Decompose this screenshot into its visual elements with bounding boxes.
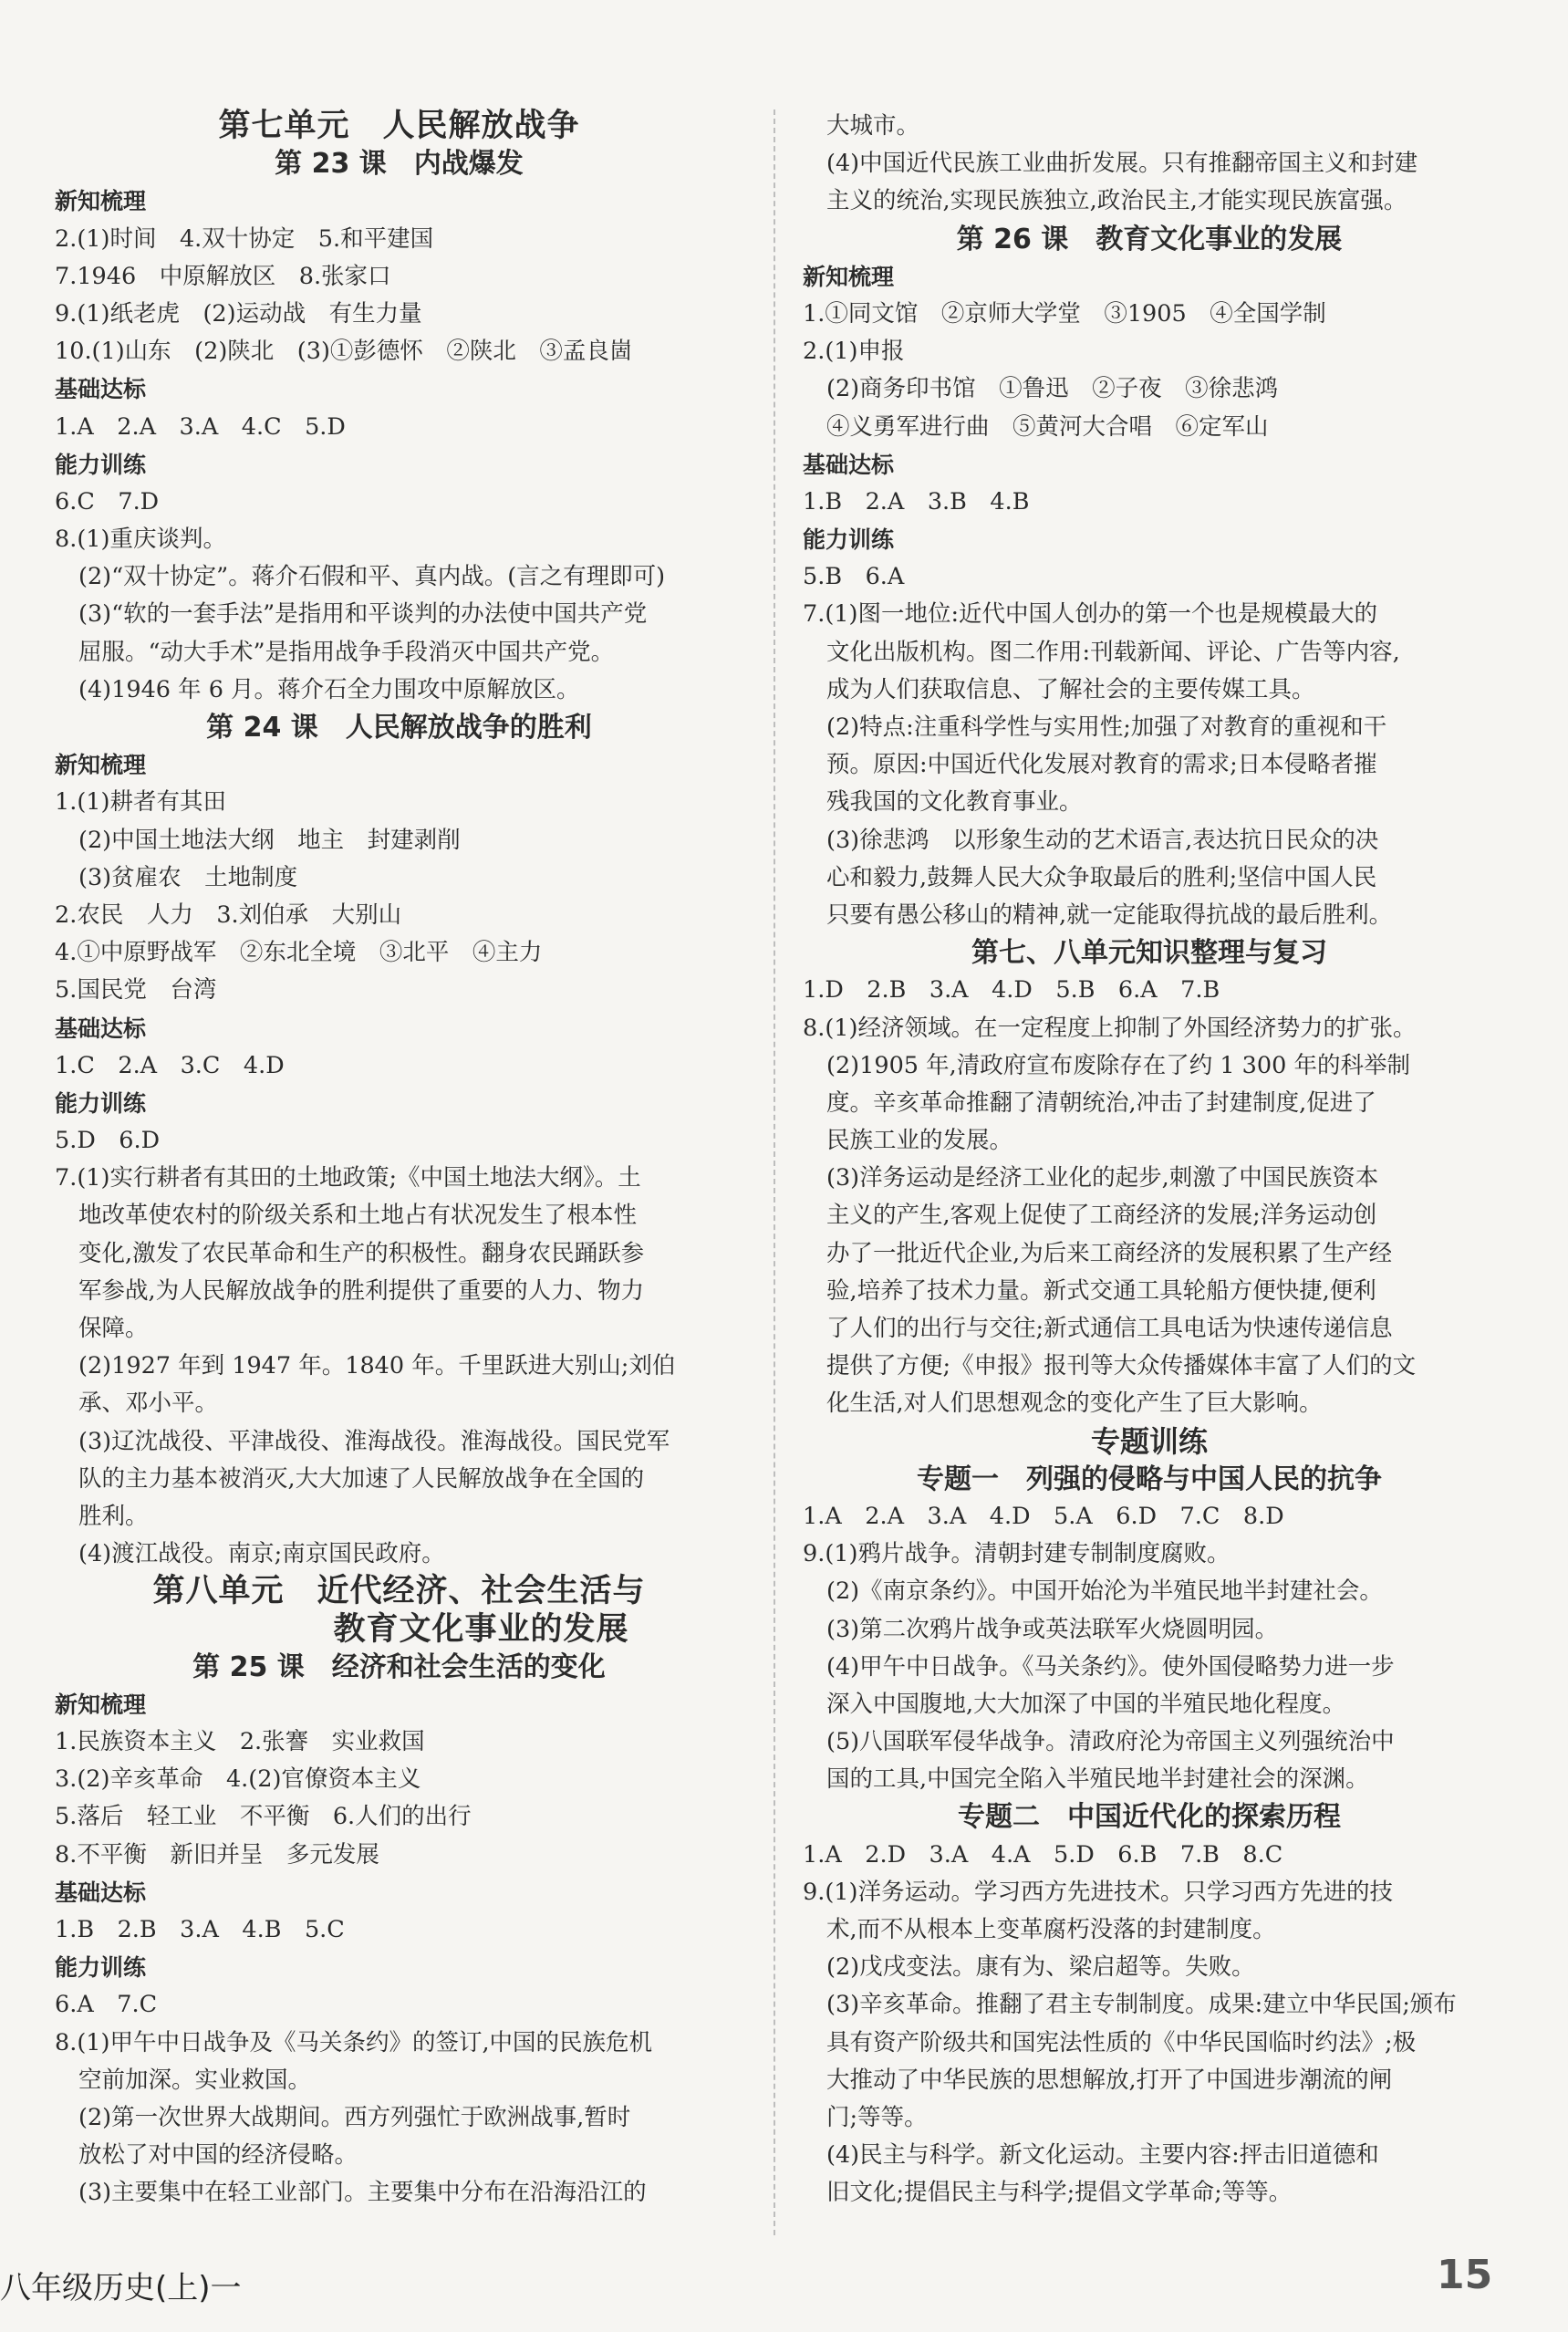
section-heading: 新知梳理 — [55, 1691, 147, 1718]
answer-line-indented: 变化,激发了农民革命和生产的积极性。翻身农民踊跃参 — [78, 1239, 645, 1267]
answer-line-indented: (3)第二次鸦片战争或英法联军火烧圆明园。 — [826, 1615, 1279, 1643]
answer-line-indented: (4)民主与科学。新文化运动。主要内容:抨击旧道德和 — [826, 2141, 1379, 2170]
lesson-title: 专题一 列强的侵略与中国人民的抗争 — [917, 1463, 1382, 1495]
answer-line: 2.(1)申报 — [803, 338, 905, 366]
answer-line-indented: 屈服。“动大手术”是指用战争手段消灭中国共产党。 — [78, 638, 615, 666]
answer-line-indented: (2)中国土地法大纲 地主 封建剥削 — [78, 826, 461, 854]
answer-line-indented: 旧文化;提倡民主与科学;提倡文学革命;等等。 — [826, 2179, 1293, 2207]
answer-line-indented: 度。辛亥革命推翻了清朝统治,冲击了封建制度,促进了 — [826, 1088, 1376, 1117]
answer-line: 2.(1)时间 4.双十协定 5.和平建国 — [55, 224, 434, 253]
section-heading: 基础达标 — [55, 376, 147, 403]
answer-line-indented: 军参战,为人民解放战争的胜利提供了重要的人力、物力 — [78, 1276, 645, 1305]
answer-line: 1.B 2.A 3.B 4.B — [803, 487, 1030, 515]
answer-line: 1.A 2.A 3.A 4.C 5.D — [55, 412, 346, 441]
answer-line-indented: 地改革使农村的阶级关系和土地占有状况发生了根本性 — [78, 1202, 638, 1230]
answer-line-indented: (2)商务印书馆 ①鲁迅 ②子夜 ③徐悲鸿 — [826, 375, 1279, 403]
answer-line: 6.A 7.C — [55, 1991, 158, 2019]
answer-line-indented: 办了一批近代企业,为后来工商经济的发展积累了生产经 — [826, 1239, 1393, 1267]
answer-line-indented: 了人们的出行与交往;新式通信工具电话为快速传递信息 — [826, 1315, 1393, 1342]
lesson-title: 第 23 课 内战爆发 — [275, 148, 524, 181]
answer-line-indented: (2)1927 年到 1947 年。1840 年。千里跃进大别山;刘伯 — [78, 1352, 676, 1380]
section-heading: 能力训练 — [55, 1089, 147, 1117]
answer-line-indented: 大推动了中华民族的思想解放,打开了中国进步潮流的闸 — [826, 2066, 1393, 2094]
answer-line-indented: 提供了方便;《申报》报刊等大众传播媒体丰富了人们的文 — [826, 1352, 1417, 1380]
lesson-title: 专题二 中国近代化的探索历程 — [958, 1801, 1341, 1834]
answer-line-indented: (3)洋务运动是经济工业化的起步,刺激了中国民族资本 — [826, 1164, 1379, 1192]
answer-line: 1.A 2.A 3.A 4.D 5.A 6.D 7.C 8.D — [803, 1502, 1284, 1530]
answer-line: 9.(1)纸老虎 (2)运动战 有生力量 — [55, 299, 422, 328]
page-number: 15 — [1437, 2252, 1493, 2298]
section-heading: 基础达标 — [55, 1015, 147, 1042]
answer-line-indented: (5)八国联军侵华战争。清政府沦为帝国主义列强统治中 — [826, 1728, 1395, 1756]
answer-line-indented: 队的主力基本被消灭,大大加速了人民解放战争在全国的 — [78, 1464, 645, 1493]
answer-line-indented: (2)特点:注重科学性与实用性;加强了对教育的重视和干 — [826, 713, 1387, 741]
answer-line-indented: 预。原因:中国近代化发展对教育的需求;日本侵略者摧 — [826, 751, 1377, 779]
answer-line-indented: (3)辽沈战役、平津战役、淮海战役。淮海战役。国民党军 — [78, 1427, 670, 1455]
answer-line: 7.(1)图一地位:近代中国人创办的第一个也是规模最大的 — [803, 600, 1378, 629]
answer-line-indented: (3)主要集中在轻工业部门。主要集中分布在沿海沿江的 — [78, 2179, 647, 2207]
answer-line: 4.①中原野战军 ②东北全境 ③北平 ④主力 — [55, 939, 543, 967]
answer-line: 8.(1)重庆谈判。 — [55, 526, 226, 554]
answer-line-indented: (3)“软的一套手法”是指用和平谈判的办法使中国共产党 — [78, 600, 648, 629]
answer-line-indented: 承、邓小平。 — [78, 1390, 219, 1418]
answer-line: 1.B 2.B 3.A 4.B 5.C — [55, 1916, 345, 1943]
answer-line-indented: 放松了对中国的经济侵略。 — [78, 2141, 358, 2170]
footer-book-title: 八年级历史(上)一 — [0, 2270, 242, 2306]
answer-line: 1.①同文馆 ②京师大学堂 ③1905 ④全国学制 — [803, 299, 1326, 328]
answer-line: 1.民族资本主义 2.张謇 实业救国 — [55, 1728, 425, 1756]
section-heading: 新知梳理 — [55, 188, 147, 215]
right-column — [803, 108, 1496, 2212]
answer-line: 5.国民党 台湾 — [55, 976, 217, 1005]
unit-title: 教育文化事业的发展 — [169, 1610, 629, 1648]
answer-line-indented: (3)辛亥革命。推翻了君主专制制度。成果:建立中华民国;颁布 — [826, 1991, 1457, 2019]
answer-line-indented: ④义勇军进行曲 ⑤黄河大合唱 ⑥定军山 — [826, 412, 1269, 441]
answer-line: 8.(1)经济领域。在一定程度上抑制了外国经济势力的扩张。 — [803, 1014, 1417, 1042]
section-heading: 能力训练 — [55, 1954, 147, 1982]
answer-line: 8.(1)甲午中日战争及《马关条约》的签订,中国的民族危机 — [55, 2028, 653, 2056]
answer-line-indented: 主义的产生,客观上促使了工商经济的发展;洋务运动创 — [826, 1202, 1377, 1230]
answer-line: 2.农民 人力 3.刘伯承 大别山 — [55, 901, 402, 929]
lesson-title: 第七、八单元知识整理与复习 — [971, 937, 1327, 970]
answer-line-indented: 验,培养了技术力量。新式交通工具轮船方便快捷,便利 — [826, 1276, 1376, 1305]
lesson-title: 第 24 课 人民解放战争的胜利 — [206, 712, 592, 744]
section-heading: 基础达标 — [803, 451, 895, 478]
answer-line-indented: 文化出版机构。图二作用:刊载新闻、评论、广告等内容, — [826, 638, 1400, 666]
answer-line-indented: 化生活,对人们思想观念的变化产生了巨大影响。 — [826, 1390, 1323, 1418]
answer-line-indented: (2)戊戌变法。康有为、梁启超等。失败。 — [826, 1953, 1255, 1982]
answer-line-indented: 主义的统治,实现民族独立,政治民主,才能实现民族富强。 — [826, 187, 1407, 215]
answer-line-indented: 成为人们获取信息、了解社会的主要传媒工具。 — [826, 675, 1315, 703]
answer-line-indented: (4)1946 年 6 月。蒋介石全力围攻中原解放区。 — [78, 675, 580, 703]
answer-line: 1.C 2.A 3.C 4.D — [55, 1051, 285, 1079]
answer-line: 6.C 7.D — [55, 487, 160, 515]
section-heading: 基础达标 — [55, 1879, 147, 1906]
unit-title: 第八单元 近代经济、社会生活与 — [152, 1573, 646, 1610]
answer-line-indented: 胜利。 — [78, 1502, 149, 1530]
answer-line: 7.(1)实行耕者有其田的土地政策;《中国土地法大纲》。土 — [55, 1164, 641, 1192]
answer-line-indented: 具有资产阶级共和国宪法性质的《中华民国临时约法》;极 — [826, 2028, 1417, 2056]
left-column — [55, 108, 743, 2212]
answer-line-indented: (2)1905 年,清政府宣布废除存在了约 1 300 年的科举制 — [826, 1051, 1410, 1079]
answer-line-indented: (4)渡江战役。南京;南京国民政府。 — [78, 1540, 445, 1568]
answer-line-indented: 术,而不从根本上变革腐朽没落的封建制度。 — [826, 1916, 1276, 1943]
topic-title: 专题训练 — [1090, 1423, 1208, 1459]
answer-line-indented: 深入中国腹地,大大加深了中国的半殖民地化程度。 — [826, 1690, 1346, 1718]
answer-line-indented: 残我国的文化教育事业。 — [826, 788, 1083, 817]
answer-line: 1.A 2.D 3.A 4.A 5.D 6.B 7.B 8.C — [803, 1840, 1283, 1869]
answer-line: 8.不平衡 新旧并呈 多元发展 — [55, 1840, 379, 1869]
answer-line-indented: 民族工业的发展。 — [826, 1127, 1013, 1155]
answer-line: 5.D 6.D — [55, 1127, 161, 1155]
answer-line-indented: 大城市。 — [826, 112, 920, 140]
answer-line-indented: (3)徐悲鸿 以形象生动的艺术语言,表达抗日民众的决 — [826, 826, 1379, 854]
answer-line-indented: 心和毅力,鼓舞人民大众争取最后的胜利;坚信中国人民 — [826, 863, 1377, 891]
answer-line-indented: 只要有愚公移山的精神,就一定能取得抗战的最后胜利。 — [826, 901, 1393, 929]
answer-line-indented: 国的工具,中国完全陷入半殖民地半封建社会的深渊。 — [826, 1765, 1369, 1794]
answer-line: 7.1946 中原解放区 8.张家口 — [55, 262, 391, 290]
answer-line-indented: (4)中国近代民族工业曲折发展。只有推翻帝国主义和封建 — [826, 150, 1418, 178]
column-divider — [774, 109, 775, 2235]
answer-line-indented: (2)“双十协定”。蒋介石假和平、真内战。(言之有理即可) — [78, 563, 666, 591]
answer-line-indented: 空前加深。实业救国。 — [78, 2066, 312, 2094]
answer-line: 9.(1)鸦片战争。清朝封建专制制度腐败。 — [803, 1540, 1231, 1568]
answer-line: 1.D 2.B 3.A 4.D 5.B 6.A 7.B — [803, 976, 1220, 1005]
answer-line-indented: 门;等等。 — [826, 2103, 928, 2131]
answer-line: 1.(1)耕者有其田 — [55, 788, 226, 817]
answer-line-indented: (3)贫雇农 土地制度 — [78, 863, 298, 891]
lesson-title: 第 25 课 经济和社会生活的变化 — [192, 1650, 606, 1683]
section-heading: 新知梳理 — [803, 263, 895, 290]
unit-title: 第七单元 人民解放战争 — [218, 108, 580, 144]
answer-line-indented: 保障。 — [78, 1315, 149, 1342]
answer-line: 9.(1)洋务运动。学习西方先进技术。只学习西方先进的技 — [803, 1878, 1393, 1906]
answer-line-indented: (4)甲午中日战争。《马关条约》。使外国侵略势力进一步 — [826, 1652, 1395, 1681]
section-heading: 能力训练 — [803, 526, 895, 554]
answer-line: 5.B 6.A — [803, 563, 905, 591]
section-heading: 新知梳理 — [55, 752, 147, 779]
answer-line-indented: (2)《南京条约》。中国开始沦为半殖民地半封建社会。 — [826, 1577, 1383, 1606]
lesson-title: 第 26 课 教育文化事业的发展 — [956, 223, 1343, 255]
answer-line: 10.(1)山东 (2)陕北 (3)①彭德怀 ②陕北 ③孟良崮 — [55, 338, 633, 366]
section-heading: 能力训练 — [55, 451, 147, 478]
answer-line-indented: (2)第一次世界大战期间。西方列强忙于欧洲战事,暂时 — [78, 2103, 631, 2131]
answer-line: 3.(2)辛亥革命 4.(2)官僚资本主义 — [55, 1765, 421, 1794]
answer-line: 5.落后 轻工业 不平衡 6.人们的出行 — [55, 1803, 472, 1831]
